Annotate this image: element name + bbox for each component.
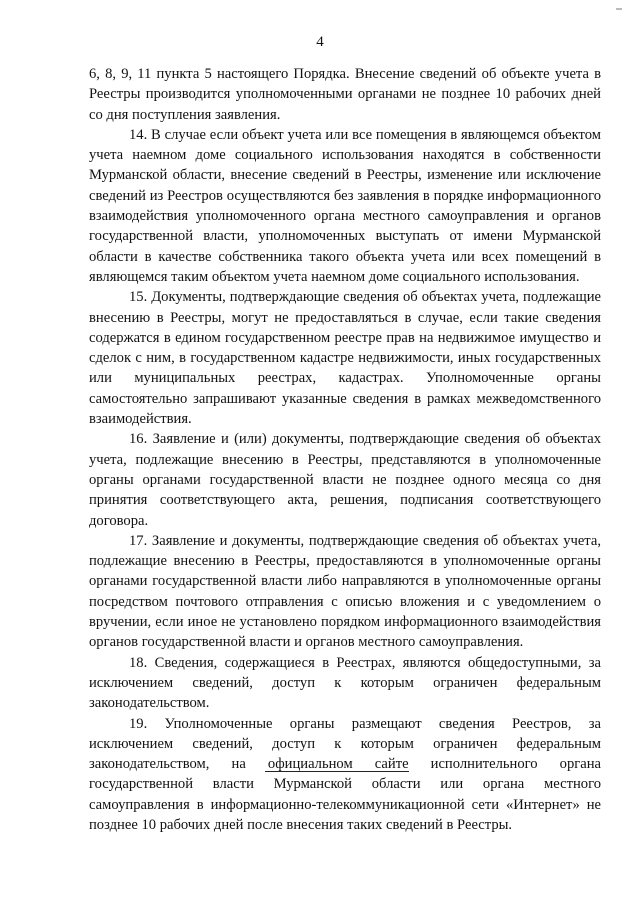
paragraph-16: 16. Заявление и (или) документы, подтверждающие сведения об объектах учета, подлежащие внесению в Реестры, представляются в уполномоченные органы органами государственной власти не позднее одного месяца со дня принятия соответствующего акта, решения, подписания соответствующего договора. — [89, 431, 601, 529]
paragraph-14: 14. В случае если объект учета или все помещения в являющемся объектом учета наемном доме социального использования находятся в собственности Мурманской области, внесение сведений в Реестры, изменение или исключение сведений из Реестров осуществляются без заявления в порядке информационного взаимодействия уполномоченного органа местного самоуправления и органов государственной власти, уполномоченных выступать от имени Мурманской области в качестве собственника такого объекта учета или всех помещений в являющемся таким объектом учета наемном доме социального использования. — [89, 126, 601, 285]
paragraph-continuation: 6, 8, 9, 11 пункта 5 настоящего Порядка. Внесение сведений об объекте учета в Реестры производится уполномоченными органами не позднее 10 рабочих дней со дня поступления заявления. — [89, 66, 601, 123]
paragraph-19: 19. Уполномоченные органы размещают сведения Реестров, за исключением сведений, доступ к которым ограничен федеральным законодательством, на официальном сайте исполнительного органа государственной власти Мурманской области или органа местного самоуправления в информационно-телекоммуникационной сети «Интернет» не позднее 10 рабочих дней после внесения таких сведений в Реестры. — [89, 715, 601, 833]
page-number: 4 — [316, 34, 324, 50]
closing-separator-line — [265, 771, 409, 772]
paragraph-17: 17. Заявление и документы, подтверждающие сведения об объектах учета, подлежащие внесению в Реестры, предоставляются в уполномоченные органы органами государственной власти либо направляются в уполномоченные органы посредством почтового отправления с описью вложения и с уведомлением о вручении, если иное не установлено порядком информационного взаимодействия органов государственной власти и органов местного самоуправления. — [89, 532, 601, 651]
document-body — [89, 64, 601, 835]
paragraph-15: 15. Документы, подтверждающие сведения об объектах учета, подлежащие внесению в Реестры, могут не предоставляться в случае, если такие сведения содержатся в едином государственном реестре прав на недвижимое имущество и сделок с ним, в государственном кадастре недвижимости, иных государственных или муниципальных реестрах, кадастрах. Уполномоченные органы самостоятельно запрашивают указанные сведения в рамках межведомственного взаимодействия. — [89, 289, 601, 428]
paragraph-18: 18. Сведения, содержащиеся в Реестрах, являются общедоступными, за исключением сведений, доступ к которым ограничен федеральным законодательством. — [89, 654, 601, 712]
scan-edge-mark — [616, 8, 622, 10]
